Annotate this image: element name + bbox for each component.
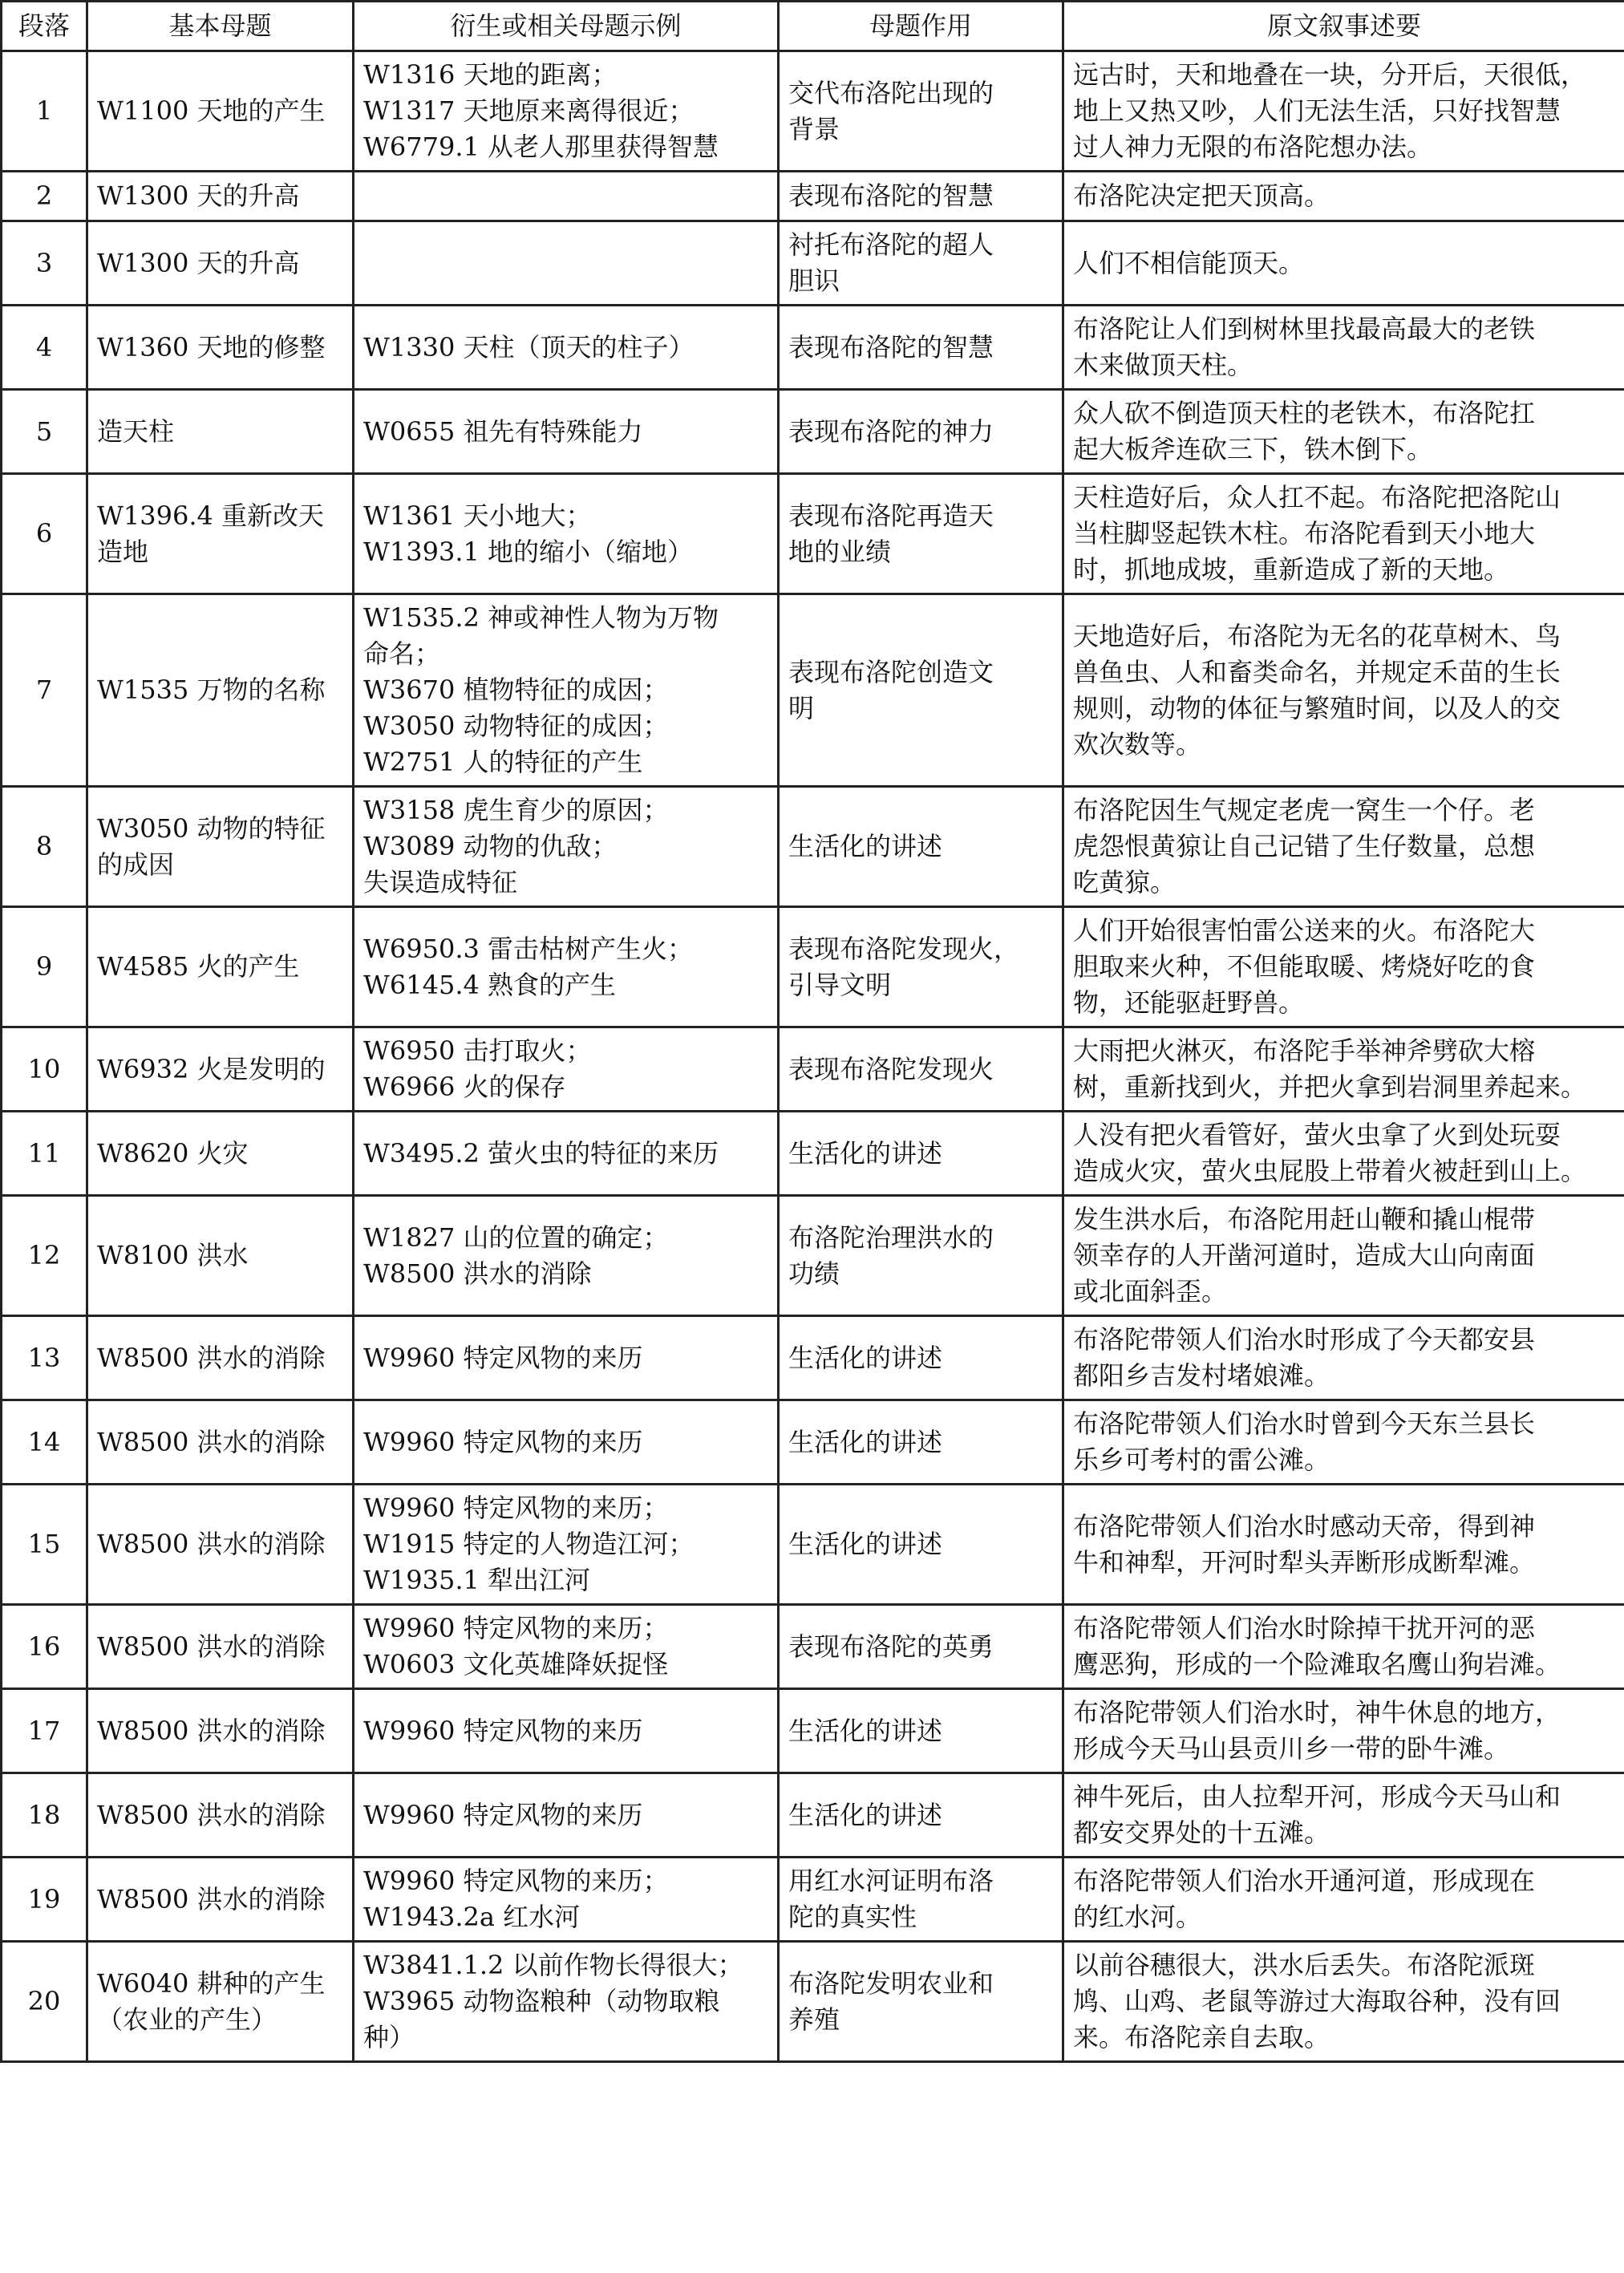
cell-line: 神牛死后，由人拉犁开河，形成今天马山和 — [1073, 1781, 1561, 1812]
cell-line: W8500 洪水的消除 — [97, 1426, 326, 1457]
cell-basic-motif — [87, 474, 354, 594]
cell-line: W1943.2a 红水河 — [363, 1902, 581, 1932]
cell-basic-motif — [87, 1485, 354, 1605]
cell-paragraph-no: 9 — [2, 907, 87, 1027]
cell-line: 养殖 — [788, 2004, 840, 2035]
cell-basic-motif — [87, 907, 354, 1027]
table-row — [2, 1858, 1624, 1942]
cell-line: 种） — [363, 2022, 415, 2052]
cell-line: 起大板斧连砍三下，铁木倒下。 — [1073, 434, 1433, 464]
cell-line: 陀的真实性 — [788, 1902, 917, 1932]
cell-derived-motifs — [354, 172, 779, 221]
cell-summary — [1063, 1400, 1624, 1485]
cell-motif-role — [779, 1027, 1063, 1112]
cell-line: 虎怨恨黄猄让自己记错了生仔数量，总想 — [1073, 831, 1536, 861]
cell-line: 布洛陀让人们到树林里找最高最大的老铁 — [1073, 314, 1536, 344]
cell-line: W8500 洪水的消除 — [97, 1342, 326, 1373]
table-row — [2, 390, 1624, 474]
cell-line: 表现布洛陀再造天 — [788, 500, 994, 531]
cell-motif-role — [779, 787, 1063, 907]
cell-basic-motif — [87, 1773, 354, 1858]
cell-motif-role — [779, 390, 1063, 474]
cell-line: 都阳乡吉发村堵娘滩。 — [1073, 1360, 1330, 1391]
cell-line: W6040 耕种的产生 — [97, 1967, 326, 1999]
cell-line: 布洛陀决定把天顶高。 — [1073, 180, 1330, 211]
cell-line: W1396.4 重新改天 — [97, 500, 325, 531]
cell-line: 布洛陀带领人们治水时感动天帝，得到神 — [1073, 1510, 1536, 1542]
cell-line: 生活化的讲述 — [788, 1715, 943, 1746]
cell-line: 表现布洛陀发现火， — [788, 933, 1020, 964]
cell-summary — [1063, 1027, 1624, 1112]
table-row — [2, 474, 1624, 594]
cell-line: W3050 动物的特征 — [97, 812, 326, 844]
cell-line: 人们开始很害怕雷公送来的火。布洛陀大 — [1073, 915, 1536, 946]
cell-summary — [1063, 1196, 1624, 1316]
cell-line: W9960 特定风物的来历； — [363, 1493, 669, 1523]
cell-line: 胆识 — [788, 265, 840, 296]
cell-basic-motif — [87, 51, 354, 172]
cell-line: 布洛陀带领人们治水时形成了今天都安县 — [1073, 1324, 1536, 1355]
cell-motif-role — [779, 172, 1063, 221]
cell-line: 发生洪水后，布洛陀用赶山鞭和撬山棍带 — [1073, 1204, 1536, 1234]
cell-line: 生活化的讲述 — [788, 1137, 943, 1169]
cell-derived-motifs — [354, 51, 779, 172]
cell-line: W3670 植物特征的成因； — [363, 675, 669, 705]
cell-basic-motif — [87, 1316, 354, 1400]
cell-paragraph-no: 6 — [2, 474, 87, 594]
cell-line: 布洛陀带领人们治水时，神牛休息的地方， — [1073, 1697, 1561, 1728]
cell-derived-motifs — [354, 787, 779, 907]
cell-derived-motifs — [354, 1400, 779, 1485]
cell-summary — [1063, 1773, 1624, 1858]
cell-paragraph-no: 7 — [2, 594, 87, 787]
cell-summary — [1063, 306, 1624, 390]
cell-line: W8500 洪水的消除 — [97, 1529, 326, 1559]
cell-basic-motif — [87, 1400, 354, 1485]
cell-line: 乐乡可考村的雷公滩。 — [1073, 1444, 1330, 1475]
cell-line: 地的业绩 — [788, 536, 892, 567]
cell-paragraph-no: 14 — [2, 1400, 87, 1485]
cell-derived-motifs — [354, 1027, 779, 1112]
cell-line: W3965 动物盗粮种（动物取粮 — [363, 1986, 720, 2016]
cell-line: W1915 特定的人物造江河； — [363, 1529, 695, 1559]
cell-paragraph-no: 20 — [2, 1942, 87, 2062]
cell-line: 当柱脚竖起铁木柱。布洛陀看到天小地大 — [1073, 518, 1536, 549]
cell-line: 引导文明 — [788, 969, 892, 1000]
table-row — [2, 1112, 1624, 1196]
cell-summary — [1063, 787, 1624, 907]
cell-derived-motifs — [354, 1942, 779, 2062]
cell-line: W3089 动物的仇敌； — [363, 831, 618, 861]
table-row — [2, 51, 1624, 172]
cell-line: W1100 天地的产生 — [97, 95, 326, 126]
cell-line: （农业的产生） — [97, 2004, 277, 2035]
cell-line: 命名； — [363, 638, 441, 669]
cell-motif-role — [779, 907, 1063, 1027]
cell-basic-motif — [87, 306, 354, 390]
cell-line: 表现布洛陀发现火 — [788, 1053, 994, 1084]
cell-derived-motifs — [354, 306, 779, 390]
cell-line: 鸠、山鸡、老鼠等游过大海取谷种，没有回 — [1073, 1986, 1561, 2016]
cell-line: W1316 天地的距离； — [363, 59, 618, 90]
cell-line: 布洛陀带领人们治水时除掉干扰开河的恶 — [1073, 1613, 1536, 1643]
cell-paragraph-no: 10 — [2, 1027, 87, 1112]
cell-line: 生活化的讲述 — [788, 1426, 943, 1457]
cell-summary — [1063, 1605, 1624, 1689]
cell-line: W9960 特定风物的来历 — [363, 1799, 643, 1830]
cell-paragraph-no: 1 — [2, 51, 87, 172]
cell-motif-role — [779, 306, 1063, 390]
cell-line: W6145.4 熟食的产生 — [363, 969, 617, 1000]
cell-derived-motifs — [354, 1196, 779, 1316]
cell-line: W6950.3 雷击枯树产生火； — [363, 933, 694, 964]
cell-summary — [1063, 1112, 1624, 1196]
cell-line: 兽鱼虫、人和畜类命名，并规定禾苗的生长 — [1073, 656, 1561, 687]
cell-line: W9960 特定风物的来历； — [363, 1866, 669, 1896]
cell-line: W8100 洪水 — [97, 1240, 249, 1270]
table-row — [2, 1485, 1624, 1605]
cell-motif-role — [779, 1316, 1063, 1400]
cell-line: W1317 天地原来离得很近； — [363, 95, 695, 126]
column-header-paragraph: 段落 — [2, 2, 87, 51]
cell-line: 天地造好后，布洛陀为无名的花草树木、鸟 — [1073, 620, 1561, 651]
cell-line: 生活化的讲述 — [788, 1342, 943, 1373]
cell-derived-motifs — [354, 907, 779, 1027]
table-row — [2, 172, 1624, 221]
cell-line: 规则，动物的体征与繁殖时间，以及人的交 — [1073, 692, 1561, 723]
cell-line: 表现布洛陀的智慧 — [788, 180, 994, 211]
cell-line: 表现布洛陀创造文 — [788, 656, 994, 687]
cell-basic-motif — [87, 594, 354, 787]
cell-line: 或北面斜歪。 — [1073, 1276, 1228, 1307]
cell-line: W8500 洪水的消除 — [97, 1799, 326, 1830]
table-row — [2, 1400, 1624, 1485]
cell-line: W1360 天地的修整 — [97, 331, 326, 363]
cell-line: 形成今天马山县贡川乡一带的卧牛滩。 — [1073, 1733, 1510, 1764]
cell-summary — [1063, 390, 1624, 474]
cell-summary — [1063, 172, 1624, 221]
cell-line: W1535.2 神或神性人物为万物 — [363, 602, 719, 633]
cell-line: 物，还能驱赶野兽。 — [1073, 987, 1305, 1018]
cell-summary — [1063, 1942, 1624, 2062]
cell-line: 布洛陀因生气规定老虎一窝生一个仔。老 — [1073, 795, 1536, 825]
cell-basic-motif — [87, 1027, 354, 1112]
cell-line: 胆取来火种，不但能取暖、烤烧好吃的食 — [1073, 951, 1536, 982]
cell-paragraph-no: 4 — [2, 306, 87, 390]
cell-summary — [1063, 51, 1624, 172]
cell-line: W9960 特定风物的来历 — [363, 1715, 643, 1746]
cell-paragraph-no: 8 — [2, 787, 87, 907]
cell-line: W0603 文化英雄降妖捉怪 — [363, 1649, 669, 1679]
cell-line: 造天柱 — [97, 415, 175, 447]
cell-motif-role — [779, 1689, 1063, 1773]
cell-line: 衬托布洛陀的超人 — [788, 229, 994, 260]
cell-line: 众人砍不倒造顶天柱的老铁木，布洛陀扛 — [1073, 398, 1536, 428]
cell-line: 交代布洛陀出现的 — [788, 77, 994, 108]
cell-motif-role — [779, 1858, 1063, 1942]
table-row — [2, 1027, 1624, 1112]
cell-derived-motifs — [354, 1605, 779, 1689]
cell-line: W1300 天的升高 — [97, 247, 300, 278]
table-row — [2, 1605, 1624, 1689]
cell-motif-role — [779, 1196, 1063, 1316]
cell-line: W6950 击打取火； — [363, 1035, 592, 1066]
cell-line: 欢次数等。 — [1073, 728, 1202, 760]
cell-motif-role — [779, 1112, 1063, 1196]
cell-summary — [1063, 1485, 1624, 1605]
cell-line: 表现布洛陀的智慧 — [788, 331, 994, 363]
table-body — [2, 51, 1624, 2062]
table-row — [2, 594, 1624, 787]
cell-line: 生活化的讲述 — [788, 1529, 943, 1559]
cell-paragraph-no: 3 — [2, 221, 87, 306]
cell-line: 大雨把火淋灭，布洛陀手举神斧劈砍大榕 — [1073, 1035, 1536, 1066]
cell-line: W3495.2 萤火虫的特征的来历 — [363, 1137, 719, 1169]
cell-paragraph-no: 2 — [2, 172, 87, 221]
cell-line: 生活化的讲述 — [788, 831, 943, 861]
cell-line: 功绩 — [788, 1258, 840, 1289]
cell-line: 布洛陀带领人们治水开通河道，形成现在 — [1073, 1866, 1536, 1896]
table-row — [2, 1316, 1624, 1400]
table-row — [2, 1689, 1624, 1773]
cell-motif-role — [779, 474, 1063, 594]
cell-line: W9960 特定风物的来历； — [363, 1613, 669, 1643]
cell-derived-motifs — [354, 1689, 779, 1773]
cell-paragraph-no: 13 — [2, 1316, 87, 1400]
cell-line: W1330 天柱（顶天的柱子） — [363, 331, 695, 363]
cell-paragraph-no: 11 — [2, 1112, 87, 1196]
cell-paragraph-no: 16 — [2, 1605, 87, 1689]
cell-paragraph-no: 19 — [2, 1858, 87, 1942]
cell-derived-motifs — [354, 1485, 779, 1605]
cell-line: 布洛陀治理洪水的 — [788, 1222, 994, 1253]
header-row — [2, 2, 1624, 51]
table-row — [2, 1773, 1624, 1858]
table-row — [2, 1942, 1624, 2062]
cell-line: W6779.1 从老人那里获得智慧 — [363, 132, 719, 162]
cell-line: 过人神力无限的布洛陀想办法。 — [1073, 132, 1433, 162]
cell-line: W3841.1.2 以前作物长得很大； — [363, 1950, 743, 1980]
table-row — [2, 1196, 1624, 1316]
cell-basic-motif — [87, 1112, 354, 1196]
cell-line: 天柱造好后，众人扛不起。布洛陀把洛陀山 — [1073, 482, 1561, 513]
cell-line: 造地 — [97, 536, 149, 567]
cell-line: W1827 山的位置的确定； — [363, 1222, 669, 1253]
cell-basic-motif — [87, 390, 354, 474]
cell-line: W8500 洪水的消除 — [97, 1631, 326, 1662]
cell-line: 人们不相信能顶天。 — [1073, 247, 1305, 278]
cell-line: W4585 火的产生 — [97, 951, 300, 982]
column-header-derived-motif: 衍生或相关母题示例 — [354, 2, 779, 51]
cell-motif-role — [779, 1942, 1063, 2062]
cell-motif-role — [779, 594, 1063, 787]
cell-summary — [1063, 907, 1624, 1027]
cell-line: 地上又热又吵，人们无法生活，只好找智慧 — [1073, 95, 1561, 126]
cell-line: W9960 特定风物的来历 — [363, 1426, 643, 1457]
cell-line: 鹰恶狗，形成的一个险滩取名鹰山狗岩滩。 — [1073, 1649, 1561, 1679]
cell-paragraph-no: 12 — [2, 1196, 87, 1316]
table-row — [2, 787, 1624, 907]
cell-basic-motif — [87, 1196, 354, 1316]
cell-line: W6966 火的保存 — [363, 1072, 566, 1102]
cell-line: 背景 — [788, 113, 840, 144]
cell-line: 木来做顶天柱。 — [1073, 350, 1253, 380]
cell-line: W1393.1 地的缩小（缩地） — [363, 536, 694, 567]
cell-paragraph-no: 5 — [2, 390, 87, 474]
cell-paragraph-no: 15 — [2, 1485, 87, 1605]
cell-derived-motifs — [354, 474, 779, 594]
cell-basic-motif — [87, 1942, 354, 2062]
cell-line: 都安交界处的十五滩。 — [1073, 1817, 1330, 1848]
cell-motif-role — [779, 1485, 1063, 1605]
cell-derived-motifs — [354, 1858, 779, 1942]
cell-motif-role — [779, 1400, 1063, 1485]
cell-derived-motifs — [354, 1773, 779, 1858]
cell-line: 生活化的讲述 — [788, 1799, 943, 1830]
cell-summary — [1063, 1689, 1624, 1773]
cell-motif-role — [779, 51, 1063, 172]
cell-line: 的红水河。 — [1073, 1902, 1202, 1932]
cell-line: W2751 人的特征的产生 — [363, 747, 643, 777]
column-header-motif-role: 母题作用 — [779, 2, 1063, 51]
cell-line: 失误造成特征 — [363, 867, 518, 897]
cell-basic-motif — [87, 1689, 354, 1773]
cell-line: W8500 洪水的消除 — [97, 1715, 326, 1746]
cell-line: 树，重新找到火，并把火拿到岩洞里养起来。 — [1073, 1072, 1587, 1102]
cell-line: 吃黄猄。 — [1073, 867, 1176, 897]
cell-line: 布洛陀带领人们治水时曾到今天东兰县长 — [1073, 1408, 1536, 1439]
cell-line: 明 — [788, 692, 815, 723]
cell-basic-motif — [87, 1605, 354, 1689]
cell-line: W1535 万物的名称 — [97, 675, 326, 705]
cell-line: 时，抓地成坡，重新造成了新的天地。 — [1073, 554, 1510, 585]
cell-line: W3050 动物特征的成因； — [363, 711, 669, 741]
cell-paragraph-no: 17 — [2, 1689, 87, 1773]
cell-line: 来。布洛陀亲自去取。 — [1073, 2022, 1330, 2052]
cell-derived-motifs — [354, 594, 779, 787]
column-header-summary: 原文叙事述要 — [1063, 2, 1624, 51]
cell-line: W1361 天小地大； — [363, 500, 592, 531]
table-row — [2, 907, 1624, 1027]
cell-line: 表现布洛陀的神力 — [788, 415, 994, 447]
cell-basic-motif — [87, 787, 354, 907]
cell-summary — [1063, 594, 1624, 787]
cell-summary — [1063, 221, 1624, 306]
table-row — [2, 306, 1624, 390]
cell-line: W1300 天的升高 — [97, 180, 300, 211]
cell-derived-motifs — [354, 221, 779, 306]
cell-line: W8500 洪水的消除 — [363, 1258, 592, 1289]
cell-summary — [1063, 474, 1624, 594]
cell-line: W6932 火是发明的 — [97, 1053, 326, 1084]
cell-motif-role — [779, 1605, 1063, 1689]
cell-line: 人没有把火看管好，萤火虫拿了火到处玩耍 — [1073, 1120, 1561, 1150]
cell-line: W8620 火灾 — [97, 1137, 249, 1169]
cell-line: 的成因 — [97, 849, 175, 880]
cell-derived-motifs — [354, 390, 779, 474]
cell-motif-role — [779, 1773, 1063, 1858]
cell-line: 造成火灾，萤火虫屁股上带着火被赶到山上。 — [1073, 1156, 1587, 1186]
cell-derived-motifs — [354, 1112, 779, 1196]
cell-derived-motifs — [354, 1316, 779, 1400]
column-header-basic-motif: 基本母题 — [87, 2, 354, 51]
cell-summary — [1063, 1858, 1624, 1942]
cell-paragraph-no: 18 — [2, 1773, 87, 1858]
cell-basic-motif — [87, 221, 354, 306]
cell-summary — [1063, 1316, 1624, 1400]
cell-line: W0655 祖先有特殊能力 — [363, 415, 643, 447]
cell-line: 表现布洛陀的英勇 — [788, 1631, 994, 1662]
cell-line: 领幸存的人开凿河道时，造成大山向南面 — [1073, 1240, 1536, 1270]
cell-line: 用红水河证明布洛 — [788, 1866, 994, 1896]
cell-basic-motif — [87, 1858, 354, 1942]
cell-line: W8500 洪水的消除 — [97, 1883, 326, 1914]
cell-line: 布洛陀发明农业和 — [788, 1967, 994, 1999]
cell-line: W3158 虎生育少的原因； — [363, 795, 669, 825]
cell-line: 牛和神犁，开河时犁头弄断形成断犁滩。 — [1073, 1546, 1536, 1578]
table-row — [2, 221, 1624, 306]
cell-line: 远古时，天和地叠在一块，分开后，天很低， — [1073, 59, 1587, 90]
cell-line: 以前谷穗很大，洪水后丢失。布洛陀派斑 — [1073, 1950, 1536, 1980]
cell-basic-motif — [87, 172, 354, 221]
cell-line: W9960 特定风物的来历 — [363, 1342, 643, 1373]
cell-motif-role — [779, 221, 1063, 306]
cell-line: W1935.1 犁出江河 — [363, 1565, 591, 1595]
